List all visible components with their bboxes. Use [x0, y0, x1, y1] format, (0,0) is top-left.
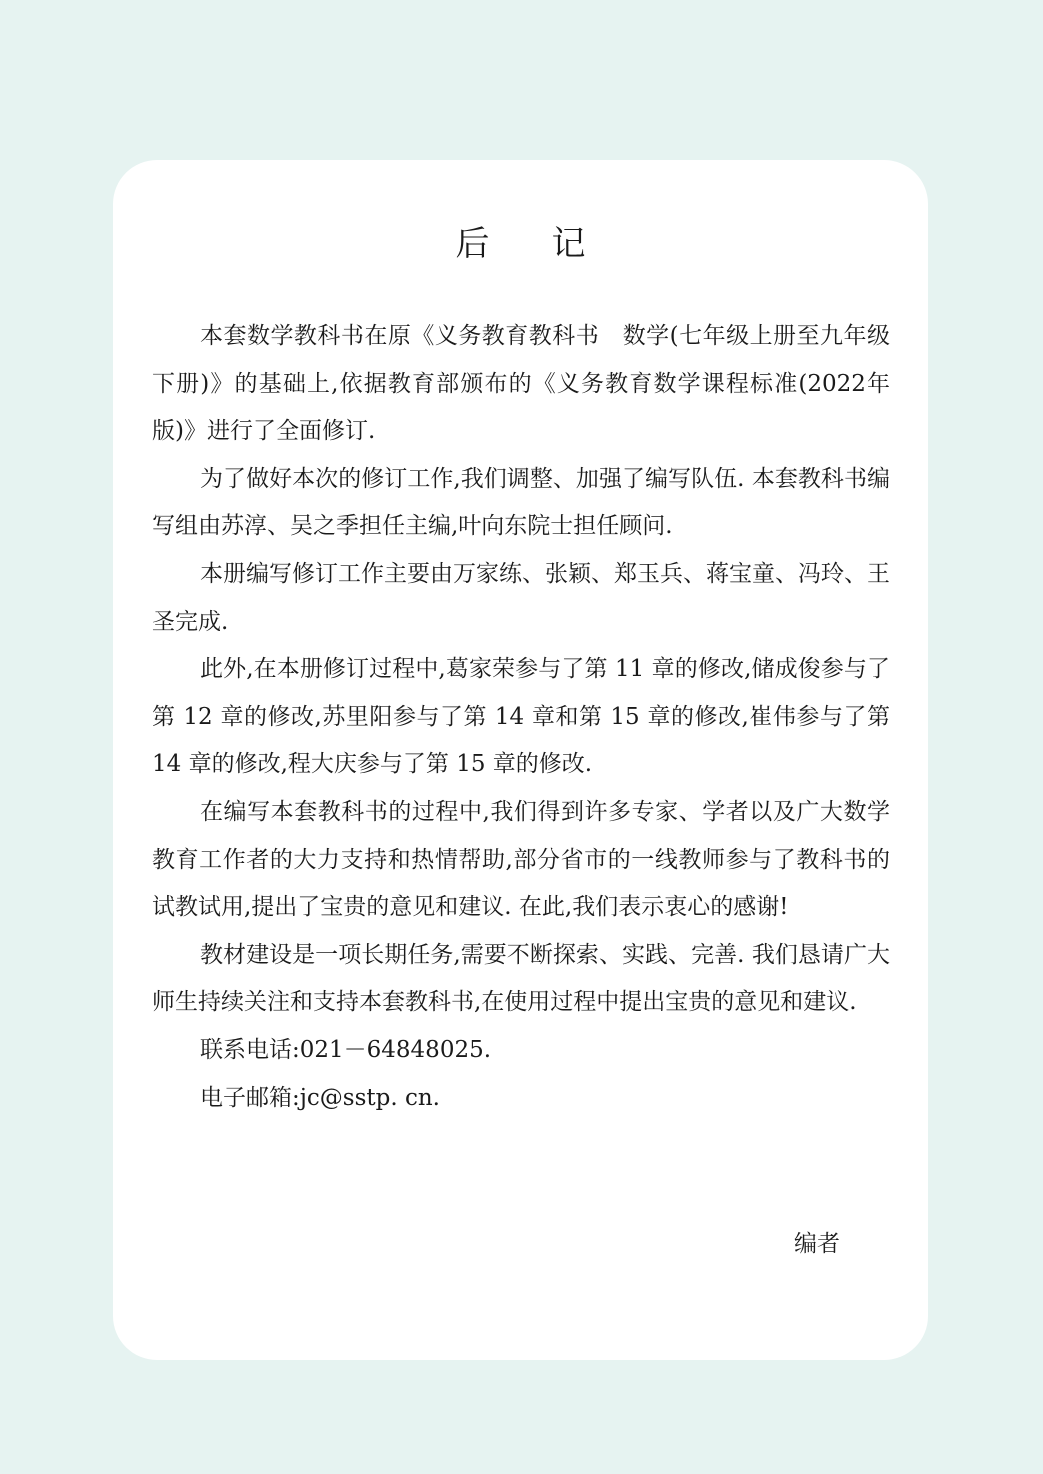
- contact-phone: 联系电话:021－64848025.: [200, 1036, 492, 1063]
- title-char-1: 后: [455, 224, 492, 264]
- page-title: [0, 222, 1043, 266]
- paragraph-editorial-team: 为了做好本次的修订工作,我们调整、加强了编写队伍. 本套教科书编写组由苏淳、吴之季担任主编,叶向东院士担任顾问.: [152, 465, 890, 540]
- paragraph-revision-basis: 本套数学教科书在原《义务教育教科书 数学(七年级上册至九年级下册)》的基础上,依据教育部颁布的《义务教育数学课程标准(2022年版)》进行了全面修订.: [152, 323, 890, 445]
- paragraph-acknowledgements: 在编写本套教科书的过程中,我们得到许多专家、学者以及广大数学教育工作者的大力支持和热情帮助,部分省市的一线教师参与了教科书的试教试用,提出了宝贵的意见和建议. 在此,我们表示衷心的感谢!: [152, 798, 890, 921]
- paragraph-feedback-request: 教材建设是一项长期任务,需要不断探索、实践、完善. 我们恳请广大师生持续关注和支持本套教科书,在使用过程中提出宝贵的意见和建议.: [152, 941, 890, 1016]
- paragraph-volume-authors: 本册编写修订工作主要由万家练、张颖、郑玉兵、蒋宝童、冯玲、王圣完成.: [152, 560, 890, 635]
- signature: 编者: [794, 1231, 840, 1257]
- paragraph-chapter-contributors: 此外,在本册修订过程中,葛家荣参与了第 11 章的修改,储成俊参与了第 12 章的修改,苏里阳参与了第 14 章和第 15 章的修改,崔伟参与了第 14 章的修改,程大庆参与了第 15 章的修改.: [152, 656, 890, 778]
- contact-email: 电子邮箱:jc@sstp. cn.: [200, 1084, 440, 1111]
- title-char-2: 记: [551, 224, 588, 264]
- afterword-body: [152, 313, 890, 1122]
